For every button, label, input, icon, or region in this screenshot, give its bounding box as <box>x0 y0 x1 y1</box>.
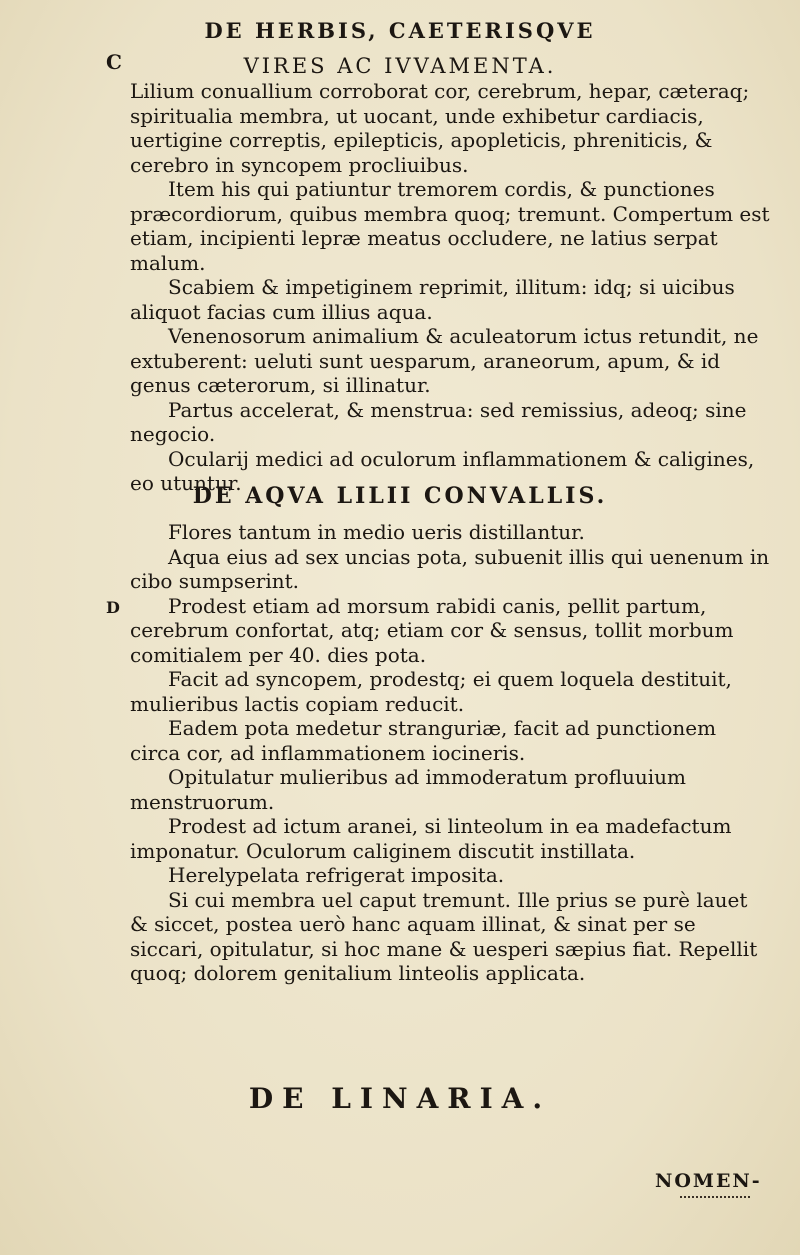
signature-mark-d: D <box>106 598 120 617</box>
paragraph: Lilium conuallium corroborat cor, cerebrum, hepar, cæteraq; spiritualia membra, ut uocant, unde exhibetur cardiacis, uertigine correptis, epilepticis, apopleticis, phreniticis, & cerebro in syncopem procliuibus. <box>130 79 750 177</box>
running-head: DE HERBIS, CAETERISQVE <box>204 18 596 43</box>
signature-mark-c: C <box>106 50 122 74</box>
paragraph: Herelypelata refrigerat imposita. <box>168 863 505 887</box>
paragraph: Scabiem & impetiginem reprimit, illitum: idq; si uicibus aliquot facias cum illius aqua. <box>130 275 735 324</box>
section-aqua-text <box>130 520 770 986</box>
paragraph: Si cui membra uel caput tremunt. Ille prius se purè lauet & siccet, postea uerò hanc aquam illinat, & sinat per se siccari, opitulatur, si hoc mane & uesperi sæpius fiat. Repellit quoq; dolorem genitalium linteolis applicata. <box>130 887 758 985</box>
paragraph: Opitulatur mulieribus ad immoderatum profluuium menstruorum. <box>130 765 686 814</box>
paragraph: Flores tantum in medio ueris distillantur. <box>168 520 585 544</box>
catchword: NOMEN- <box>655 1170 762 1192</box>
paragraph: Partus accelerat, & menstrua: sed remissius, adeoq; sine negocio. <box>130 397 747 446</box>
section-heading-aqua: DE AQVA LILII CONVALLIS. <box>192 483 608 509</box>
sub-head: VIRES AC IVVAMENTA. <box>243 54 557 78</box>
paragraph: Venenosorum animalium & aculeatorum ictus retundit, ne extuberent: ueluti sunt uesparum, araneorum, apum, & id genus cæterorum, si illinatur. <box>130 324 759 397</box>
section-lilium-text <box>130 79 770 496</box>
paragraph: Item his qui patiuntur tremorem cordis, & punctiones præcordiorum, quibus membra quoq; tremunt. Compertum est etiam, incipienti lepræ meatus occludere, ne latius serpat malum. <box>130 177 770 275</box>
paragraph: Prodest etiam ad morsum rabidi canis, pellit partum, cerebrum confortat, atq; etiam cor & sensus, tollit morbum comitialem per 40. dies pota. <box>130 593 734 667</box>
paragraph: Ocularij medici ad oculorum inflammationem & caligines, eo utuntur. <box>130 446 755 495</box>
paragraph: Prodest ad ictum aranei, si linteolum in ea madefactum imponatur. Oculorum caliginem discutit instillata. <box>130 814 732 863</box>
paragraph: Facit ad syncopem, prodestq; ei quem loquela destituit, mulieribus lactis copiam reducit. <box>130 667 732 716</box>
paragraph: Aqua eius ad sex uncias pota, subuenit illis qui uenenum in cibo sumpserint. <box>130 544 770 593</box>
paragraph: Eadem pota medetur stranguriæ, facit ad punctionem circa cor, ad inflammationem iocineris. <box>130 716 717 765</box>
catchword-rule <box>680 1194 750 1198</box>
section-heading-linaria: DE LINARIA. <box>248 1082 552 1115</box>
